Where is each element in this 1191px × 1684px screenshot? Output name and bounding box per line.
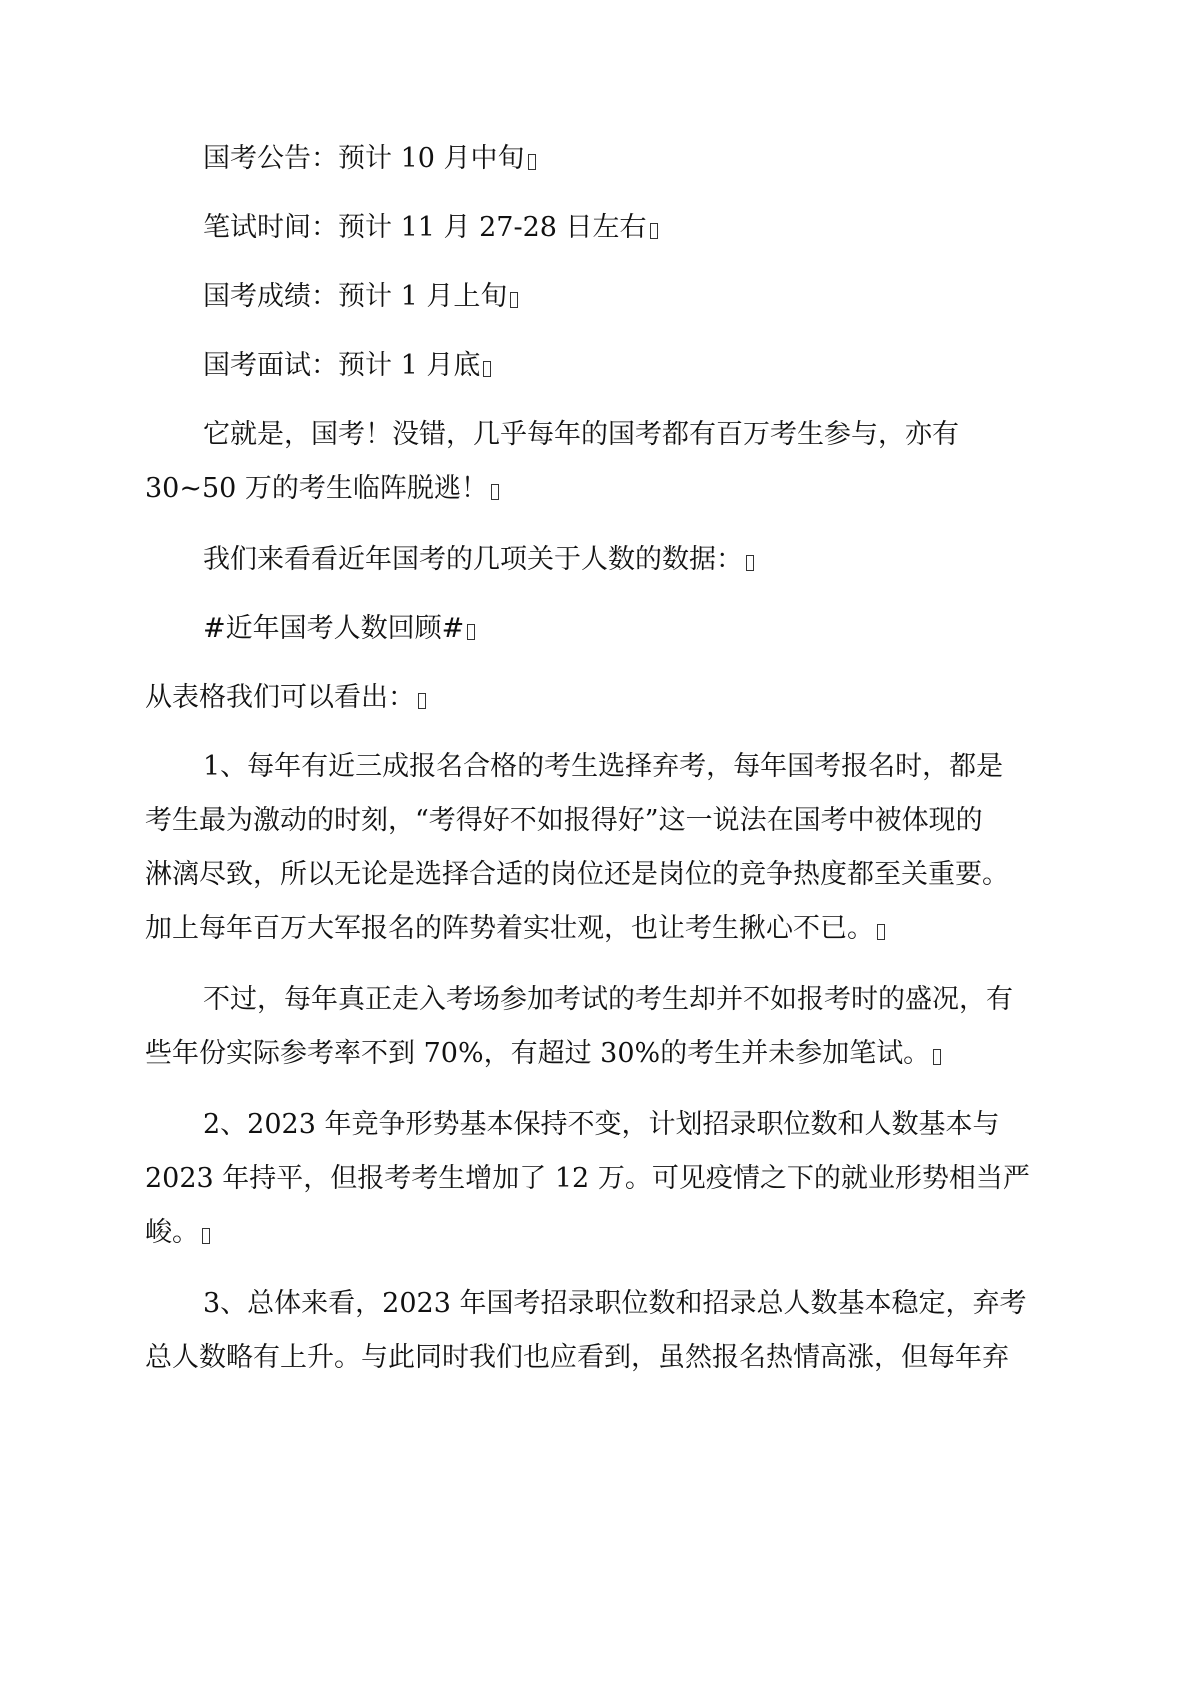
- text-line: 我们来看看近年国考的几项关于人数的数据：: [203, 541, 1103, 579]
- paragraph-mark: [491, 484, 499, 500]
- text-line: 2023 年持平，但报考考生增加了 12 万。可见疫情之下的就业形势相当严: [145, 1163, 1030, 1194]
- paragraph-mark: [467, 624, 475, 640]
- text-line: 加上每年百万大军报名的阵势着实壮观，也让考生揪心不已。: [145, 910, 1045, 948]
- text-line: 30~50 万的考生临阵脱逃！: [145, 470, 1045, 508]
- text-line: 淋漓尽致，所以无论是选择合适的岗位还是岗位的竞争热度都至关重要。: [145, 859, 1009, 890]
- text-line: 从表格我们可以看出：: [145, 679, 1045, 717]
- paragraph-mark: [418, 693, 426, 709]
- text-line: #近年国考人数回顾#: [203, 610, 1103, 648]
- paragraph-mark: [650, 223, 658, 239]
- text-line: 它就是，国考！没错，几乎每年的国考都有百万考生参与，亦有: [203, 419, 959, 450]
- paragraph-mark: [202, 1228, 210, 1244]
- text-line: 2、2023 年竞争形势基本保持不变，计划招录职位数和人数基本与: [203, 1109, 1000, 1140]
- paragraph-mark: [510, 292, 518, 308]
- paragraph-mark: [483, 361, 491, 377]
- paragraph-mark: [933, 1049, 941, 1065]
- paragraph-mark: [877, 924, 885, 940]
- text-line: 不过，每年真正走入考场参加考试的考生却并不如报考时的盛况，有: [203, 984, 1013, 1015]
- text-line: 考生最为激动的时刻，“考得好不如报得好”这一说法在国考中被体现的: [145, 805, 983, 836]
- text-line: 总人数略有上升。与此同时我们也应看到，虽然报名热情高涨，但每年弃: [145, 1342, 1009, 1373]
- text-line: 国考面试：预计 1 月底: [203, 347, 1103, 385]
- text-line: 3、总体来看，2023 年国考招录职位数和招录总人数基本稳定，弃考: [203, 1288, 1027, 1319]
- text-line: 峻。: [145, 1214, 1045, 1252]
- text-line: 国考成绩：预计 1 月上旬: [203, 278, 1103, 316]
- paragraph-mark: [528, 154, 536, 170]
- text-line: 1、每年有近三成报名合格的考生选择弃考，每年国考报名时，都是: [203, 751, 1004, 782]
- paragraph-mark: [746, 555, 754, 571]
- text-line: 些年份实际参考率不到 70%，有超过 30%的考生并未参加笔试。: [145, 1035, 1045, 1073]
- text-line: 国考公告：预计 10 月中旬: [203, 140, 1103, 178]
- text-line: 笔试时间：预计 11 月 27-28 日左右: [203, 209, 1103, 247]
